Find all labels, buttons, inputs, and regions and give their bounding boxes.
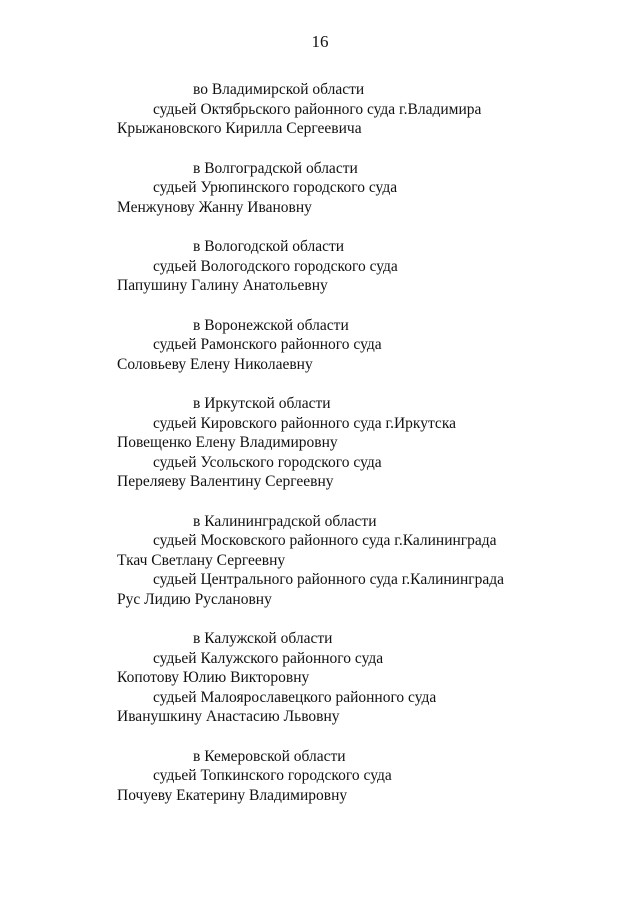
region-heading: во Владимирской области — [193, 81, 365, 98]
appointee-name: Менжунову Жанну Ивановну — [117, 198, 312, 216]
region-section — [0, 316, 640, 375]
court-position: судьей Кировского районного суда г.Иркутска — [153, 414, 456, 432]
page-number: 16 — [311, 32, 329, 51]
appointee-name: Папушину Галину Анатольевну — [117, 277, 328, 294]
document-body — [0, 80, 640, 825]
region-heading: в Волгоградской области — [193, 159, 358, 177]
court-position: судьей Урюпинского городского суда — [153, 179, 398, 196]
appointee-name: Ткач Светлану Сергеевну — [117, 551, 286, 569]
court-position: судьей Топкинского городского суда — [153, 767, 392, 784]
court-position: судьей Усольского городского суда — [153, 453, 382, 471]
region-heading: в Вологодской области — [193, 238, 345, 255]
appointee-name: Крыжановского Кирилла Сергеевича — [117, 120, 362, 137]
appointee-name: Копотову Юлию Викторовну — [117, 669, 310, 686]
court-position: судьей Октябрьского районного суда г.Владимира — [153, 100, 482, 118]
region-heading: в Воронежской области — [193, 316, 349, 334]
region-section — [0, 159, 640, 218]
appointee-name: Соловьеву Елену Николаевну — [117, 355, 313, 373]
appointee-name: Повещенко Елену Владимировну — [117, 434, 338, 451]
court-position: судьей Рамонского районного суда — [153, 336, 382, 353]
region-section — [0, 629, 640, 727]
region-heading: в Кемеровской области — [193, 747, 346, 765]
court-position: судьей Вологодского городского суда — [153, 257, 398, 275]
appointee-name: Иванушкину Анастасию Львовну — [117, 708, 340, 725]
court-position: судьей Малоярославецкого районного суда — [153, 688, 437, 706]
region-section — [0, 237, 640, 296]
court-position: судьей Центрального районного суда г.Калининграда — [153, 571, 504, 588]
appointee-name: Переляеву Валентину Сергеевну — [117, 473, 334, 490]
court-position: судьей Московского районного суда г.Калининграда — [153, 532, 497, 549]
region-section — [0, 394, 640, 492]
region-section — [0, 747, 640, 806]
court-position: судьей Калужского районного суда — [153, 649, 384, 667]
appointee-name: Рус Лидию Руслановну — [117, 590, 272, 608]
appointee-name: Почуеву Екатерину Владимировну — [117, 786, 348, 804]
region-heading: в Иркутской области — [193, 395, 331, 412]
region-heading: в Калужской области — [193, 630, 333, 647]
region-section — [0, 512, 640, 610]
region-heading: в Калининградской области — [193, 512, 377, 530]
region-section — [0, 80, 640, 139]
